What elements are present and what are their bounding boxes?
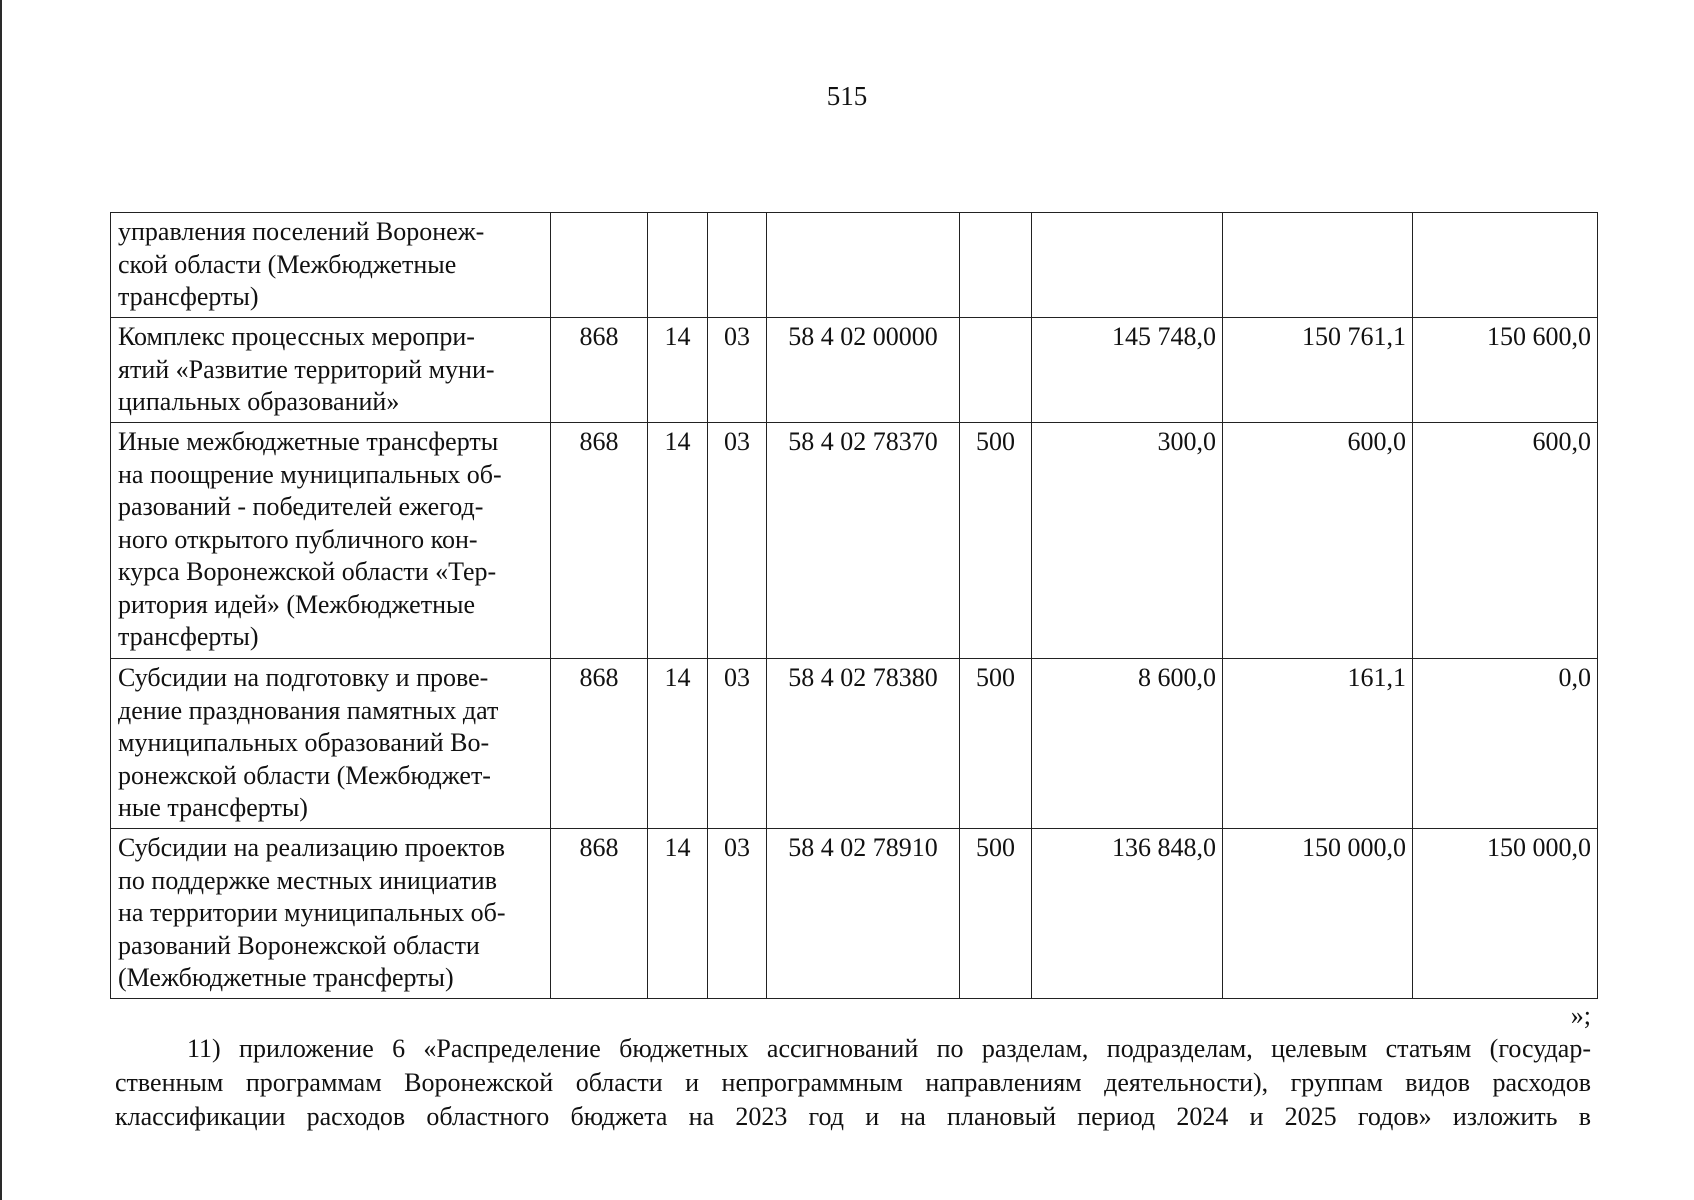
- cell-csr: 58 4 02 78910: [767, 829, 960, 999]
- cell-2024: 600,0: [1223, 423, 1413, 659]
- cell-2023: 300,0: [1032, 423, 1223, 659]
- cell-name: [111, 659, 551, 829]
- cell-pr: 03: [708, 829, 767, 999]
- cell-gr: 868: [551, 318, 648, 423]
- cell-2025: 600,0: [1413, 423, 1598, 659]
- name-line: на поощрение муниципальных об-: [118, 459, 502, 489]
- cell-csr: 58 4 02 78380: [767, 659, 960, 829]
- name-line: ного открытого публичного кон-: [118, 524, 478, 554]
- name-line: ципальных образований»: [118, 387, 400, 416]
- cell-rz: 14: [648, 318, 708, 423]
- cell-vr: 500: [960, 659, 1032, 829]
- name-line: ронежской области (Межбюджет-: [118, 760, 491, 790]
- name-line: Комплекс процессных меропри-: [118, 322, 475, 351]
- cell-pr: [708, 213, 767, 318]
- table-row: [111, 213, 1598, 318]
- name-line: ные трансферты): [118, 793, 308, 822]
- cell-2024: 150 000,0: [1223, 829, 1413, 999]
- name-line: Субсидии на реализацию проектов: [118, 833, 505, 862]
- name-line: управления поселений Воронеж-: [118, 217, 485, 246]
- table-row: [111, 318, 1598, 423]
- cell-gr: 868: [551, 829, 648, 999]
- name-line: Субсидии на подготовку и прове-: [118, 663, 489, 692]
- cell-rz: 14: [648, 829, 708, 999]
- cell-2025: [1413, 213, 1598, 318]
- budget-table: [110, 212, 1598, 999]
- cell-2025: 150 600,0: [1413, 318, 1598, 423]
- cell-rz: 14: [648, 659, 708, 829]
- name-line: Иные межбюджетные трансферты: [118, 427, 499, 456]
- cell-rz: 14: [648, 423, 708, 659]
- name-line: ритория идей» (Межбюджетные: [118, 589, 476, 619]
- cell-2023: 136 848,0: [1032, 829, 1223, 999]
- paragraph-line: ственным программам Воронежской области и непрограммным направлениям деятельности), группам видов расходов: [115, 1068, 1591, 1097]
- name-line: разований Воронежской области: [118, 930, 480, 960]
- cell-vr: 500: [960, 423, 1032, 659]
- cell-gr: [551, 213, 648, 318]
- cell-gr: 868: [551, 423, 648, 659]
- name-line: трансферты): [118, 622, 259, 651]
- cell-vr: [960, 318, 1032, 423]
- cell-rz: [648, 213, 708, 318]
- name-line: ской области (Межбюджетные: [118, 249, 457, 279]
- cell-2023: 8 600,0: [1032, 659, 1223, 829]
- name-line: трансферты): [118, 282, 259, 311]
- table-row: [111, 423, 1598, 659]
- paragraph-line: классификации расходов областного бюджета на 2023 год и на плановый период 2024 и 2025 годов» изложить в: [115, 1102, 1591, 1131]
- name-line: разований - победителей ежегод-: [118, 492, 484, 521]
- name-line: на территории муниципальных об-: [118, 898, 506, 927]
- cell-2025: 150 000,0: [1413, 829, 1598, 999]
- name-line: ятий «Развитие территорий муни-: [118, 354, 495, 384]
- cell-2023: 145 748,0: [1032, 318, 1223, 423]
- name-line: дение празднования памятных дат: [118, 695, 499, 725]
- cell-2025: 0,0: [1413, 659, 1598, 829]
- cell-pr: 03: [708, 659, 767, 829]
- cell-gr: 868: [551, 659, 648, 829]
- cell-csr: [767, 213, 960, 318]
- cell-2024: [1223, 213, 1413, 318]
- name-line: по поддержке местных инициатив: [118, 865, 497, 895]
- cell-name: [111, 423, 551, 659]
- name-line: муниципальных образований Во-: [118, 728, 490, 757]
- cell-name: [111, 213, 551, 318]
- cell-2024: 161,1: [1223, 659, 1413, 829]
- cell-pr: 03: [708, 423, 767, 659]
- cell-csr: 58 4 02 78370: [767, 423, 960, 659]
- name-line: (Межбюджетные трансферты): [118, 963, 454, 992]
- closing-quote: »;: [1570, 1001, 1591, 1030]
- table-row: [111, 659, 1598, 829]
- table-row: [111, 829, 1598, 999]
- cell-pr: 03: [708, 318, 767, 423]
- cell-csr: 58 4 02 00000: [767, 318, 960, 423]
- cell-name: [111, 318, 551, 423]
- cell-name: [111, 829, 551, 999]
- scan-edge: [0, 0, 2, 1200]
- cell-vr: [960, 213, 1032, 318]
- page-number: 515: [826, 81, 868, 111]
- name-line: курса Воронежской области «Тер-: [118, 557, 497, 586]
- cell-vr: 500: [960, 829, 1032, 999]
- paragraph-line: 11) приложение 6 «Распределение бюджетных ассигнований по разделам, подразделам, целевым статьям (государ-: [187, 1034, 1591, 1063]
- body-paragraph: [115, 1032, 1591, 1134]
- cell-2024: 150 761,1: [1223, 318, 1413, 423]
- cell-2023: [1032, 213, 1223, 318]
